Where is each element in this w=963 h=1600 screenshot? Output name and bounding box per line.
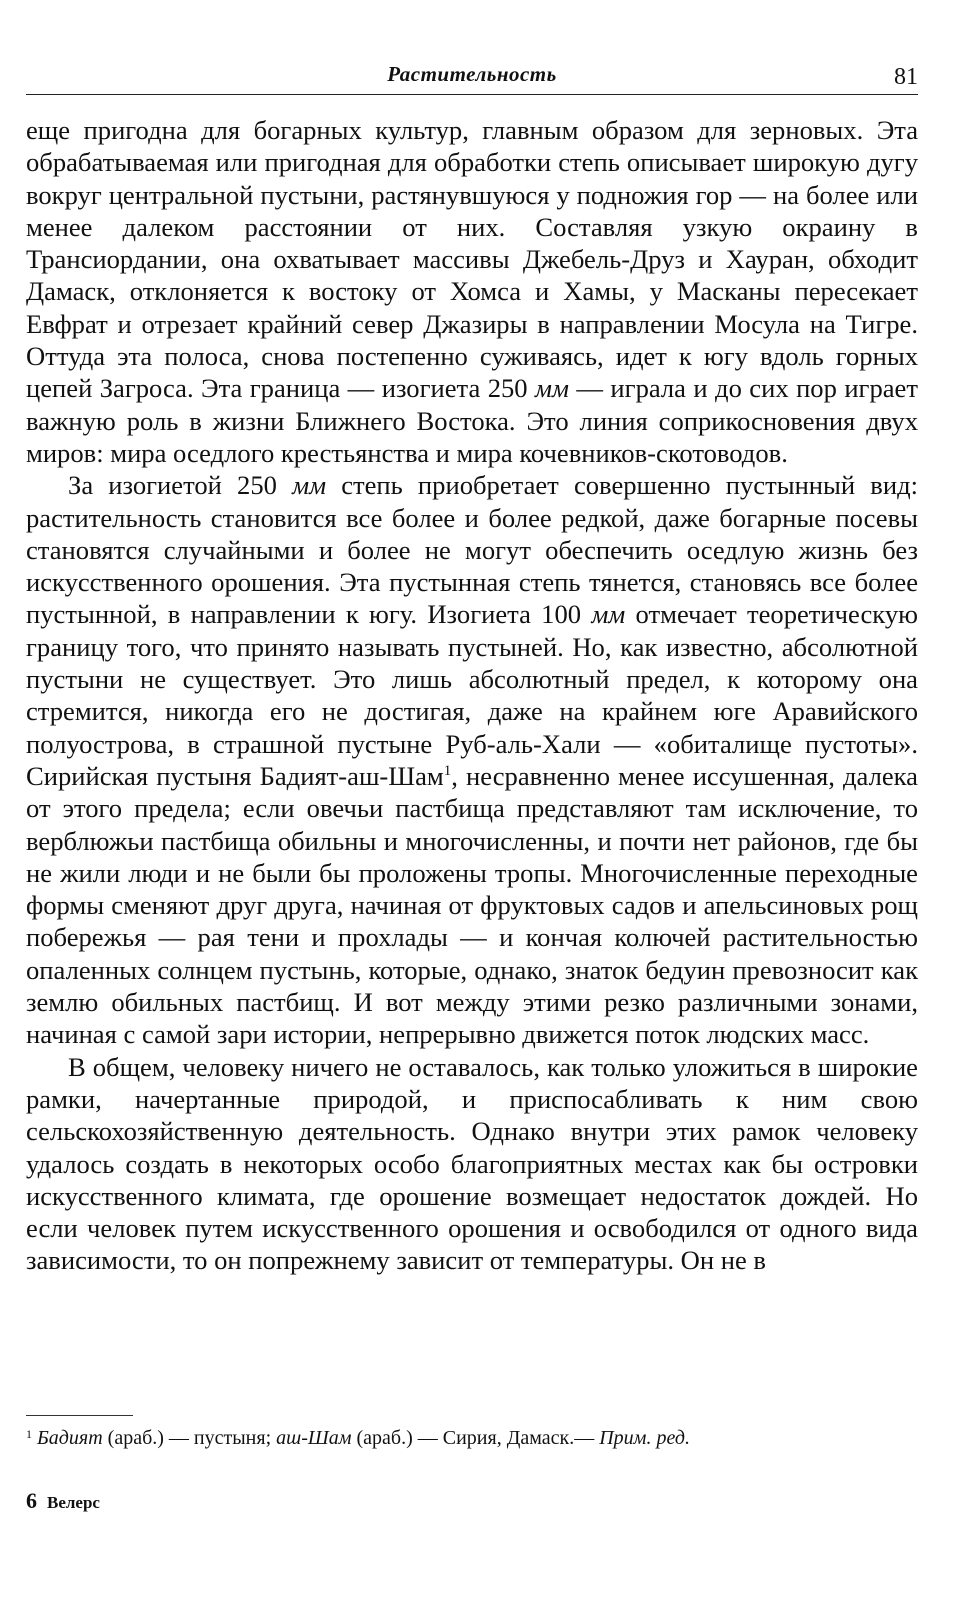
body-text bbox=[26, 114, 918, 1277]
footnote-text-1: (араб.) — пустыня; bbox=[102, 1427, 277, 1449]
footnote bbox=[26, 1425, 918, 1451]
page-number: 81 bbox=[894, 64, 918, 90]
footnote-divider bbox=[26, 1415, 133, 1416]
paragraph bbox=[26, 1051, 918, 1277]
unit-text: мм bbox=[535, 373, 569, 404]
paragraph-text: В общем, человеку ничего не оставалось, как только уложиться в широкие рамки, начертанные природой, и приспосабливать к ним свою сельскохозяйственную деятельность. Однако внутри этих рамок человеку удалось создать в некоторых особо благоприятных местах как бы островки искусственного климата, где орошение возмещает недостаток дождей. Но если человек путем искусственного орошения и освободился от одного вида зависимости, то он попрежнему зависит от температуры. Он не в bbox=[26, 1051, 918, 1276]
footnote-text-2: (араб.) — Сирия, Дамаск.— bbox=[351, 1427, 600, 1449]
footnote-term-2: аш-Шам bbox=[276, 1427, 352, 1449]
unit-text: мм bbox=[292, 470, 327, 501]
paragraph bbox=[26, 114, 918, 469]
running-title: Растительность bbox=[387, 62, 557, 86]
footnote-term-1: Бадият bbox=[37, 1427, 103, 1449]
footnote-marker: 1 bbox=[26, 1427, 32, 1441]
paragraph-text: еще пригодна для богарных культур, главным образом для зерновых. Эта обрабатываемая или пригодная для обработки степь описывает широкую дугу вокруг центральной пустыни, растянувшуюся у подножия гор — на более или менее далеком расстоянии от них. Составляя узкую окраину в Трансиордании, она охватывает массивы Джебель-Друз и Хауран, обходит Дамаск, отклоняется к востоку от Хомса и Хамы, у Масканы пересекает Евфрат и отрезает крайний север Джазиры в направлении Мосула на Тигре. Оттуда эта полоса, снова постепенно суживаясь, идет к югу вдоль горных цепей Загроса. Эта граница — изогиета 250 bbox=[26, 115, 918, 404]
signature-number: 6 bbox=[26, 1488, 37, 1513]
paragraph bbox=[26, 469, 918, 1050]
paragraph-text: , несравненно менее иссушенная, далека от этого предела; если овечьи пастбища представляют там исключение, то верблюжьи пастбища обильны и многочисленны, и почти нет районов, где бы не жили люди и не были бы проложены тропы. Многочисленные переходные формы сменяют друг друга, начиная от фруктовых садов и апельсиновых рощ побережья — рая тени и прохлады — и кончая колючей растительностью опаленных солнцем пустынь, которые, однако, знаток бедуин превозносит как землю обильных пастбищ. И вот между этими резко различными зонами, начиная с самой зари истории, непрерывно движется поток людских масс. bbox=[26, 760, 918, 1050]
footnote-editor-note: Прим. ред. bbox=[599, 1427, 690, 1449]
signature-name: Велерс bbox=[47, 1493, 100, 1512]
unit-text: мм bbox=[591, 599, 626, 630]
paragraph-text: За изогиетой 250 bbox=[68, 470, 293, 501]
running-header bbox=[26, 60, 918, 95]
footnote-reference: 1 bbox=[443, 762, 452, 779]
paragraph-text: степь приобретает совершенно пустынный вид: растительность становится все более и более редкой, даже богарные посевы становятся случайными и более не могут обеспечить оседлую жизнь без искусственного орошения. Эта пустынная степь тянется, становясь все более пустынной, в направлении к югу. Изогиета 100 bbox=[26, 470, 918, 630]
paragraph-text: отмечает теоретическую границу того, что принято называть пустыней. Но, как известно, абсолютной пустыни не существует. Это лишь абсолютный предел, к которому она стремится, никогда его не достигая, даже на крайнем юге Аравийского полуострова, в страшной пустыне Руб-аль-Хали — «обиталище пустоты». Сирийская пустыня Бадият-аш-Шам bbox=[26, 599, 918, 791]
paragraph-text: — играла и до сих пор играет важную роль в жизни Ближнего Востока. Это линия соприкосновения двух миров: мира оседлого крестьянства и мира кочевников-скотоводов. bbox=[26, 373, 918, 468]
printer-signature bbox=[26, 1488, 100, 1514]
